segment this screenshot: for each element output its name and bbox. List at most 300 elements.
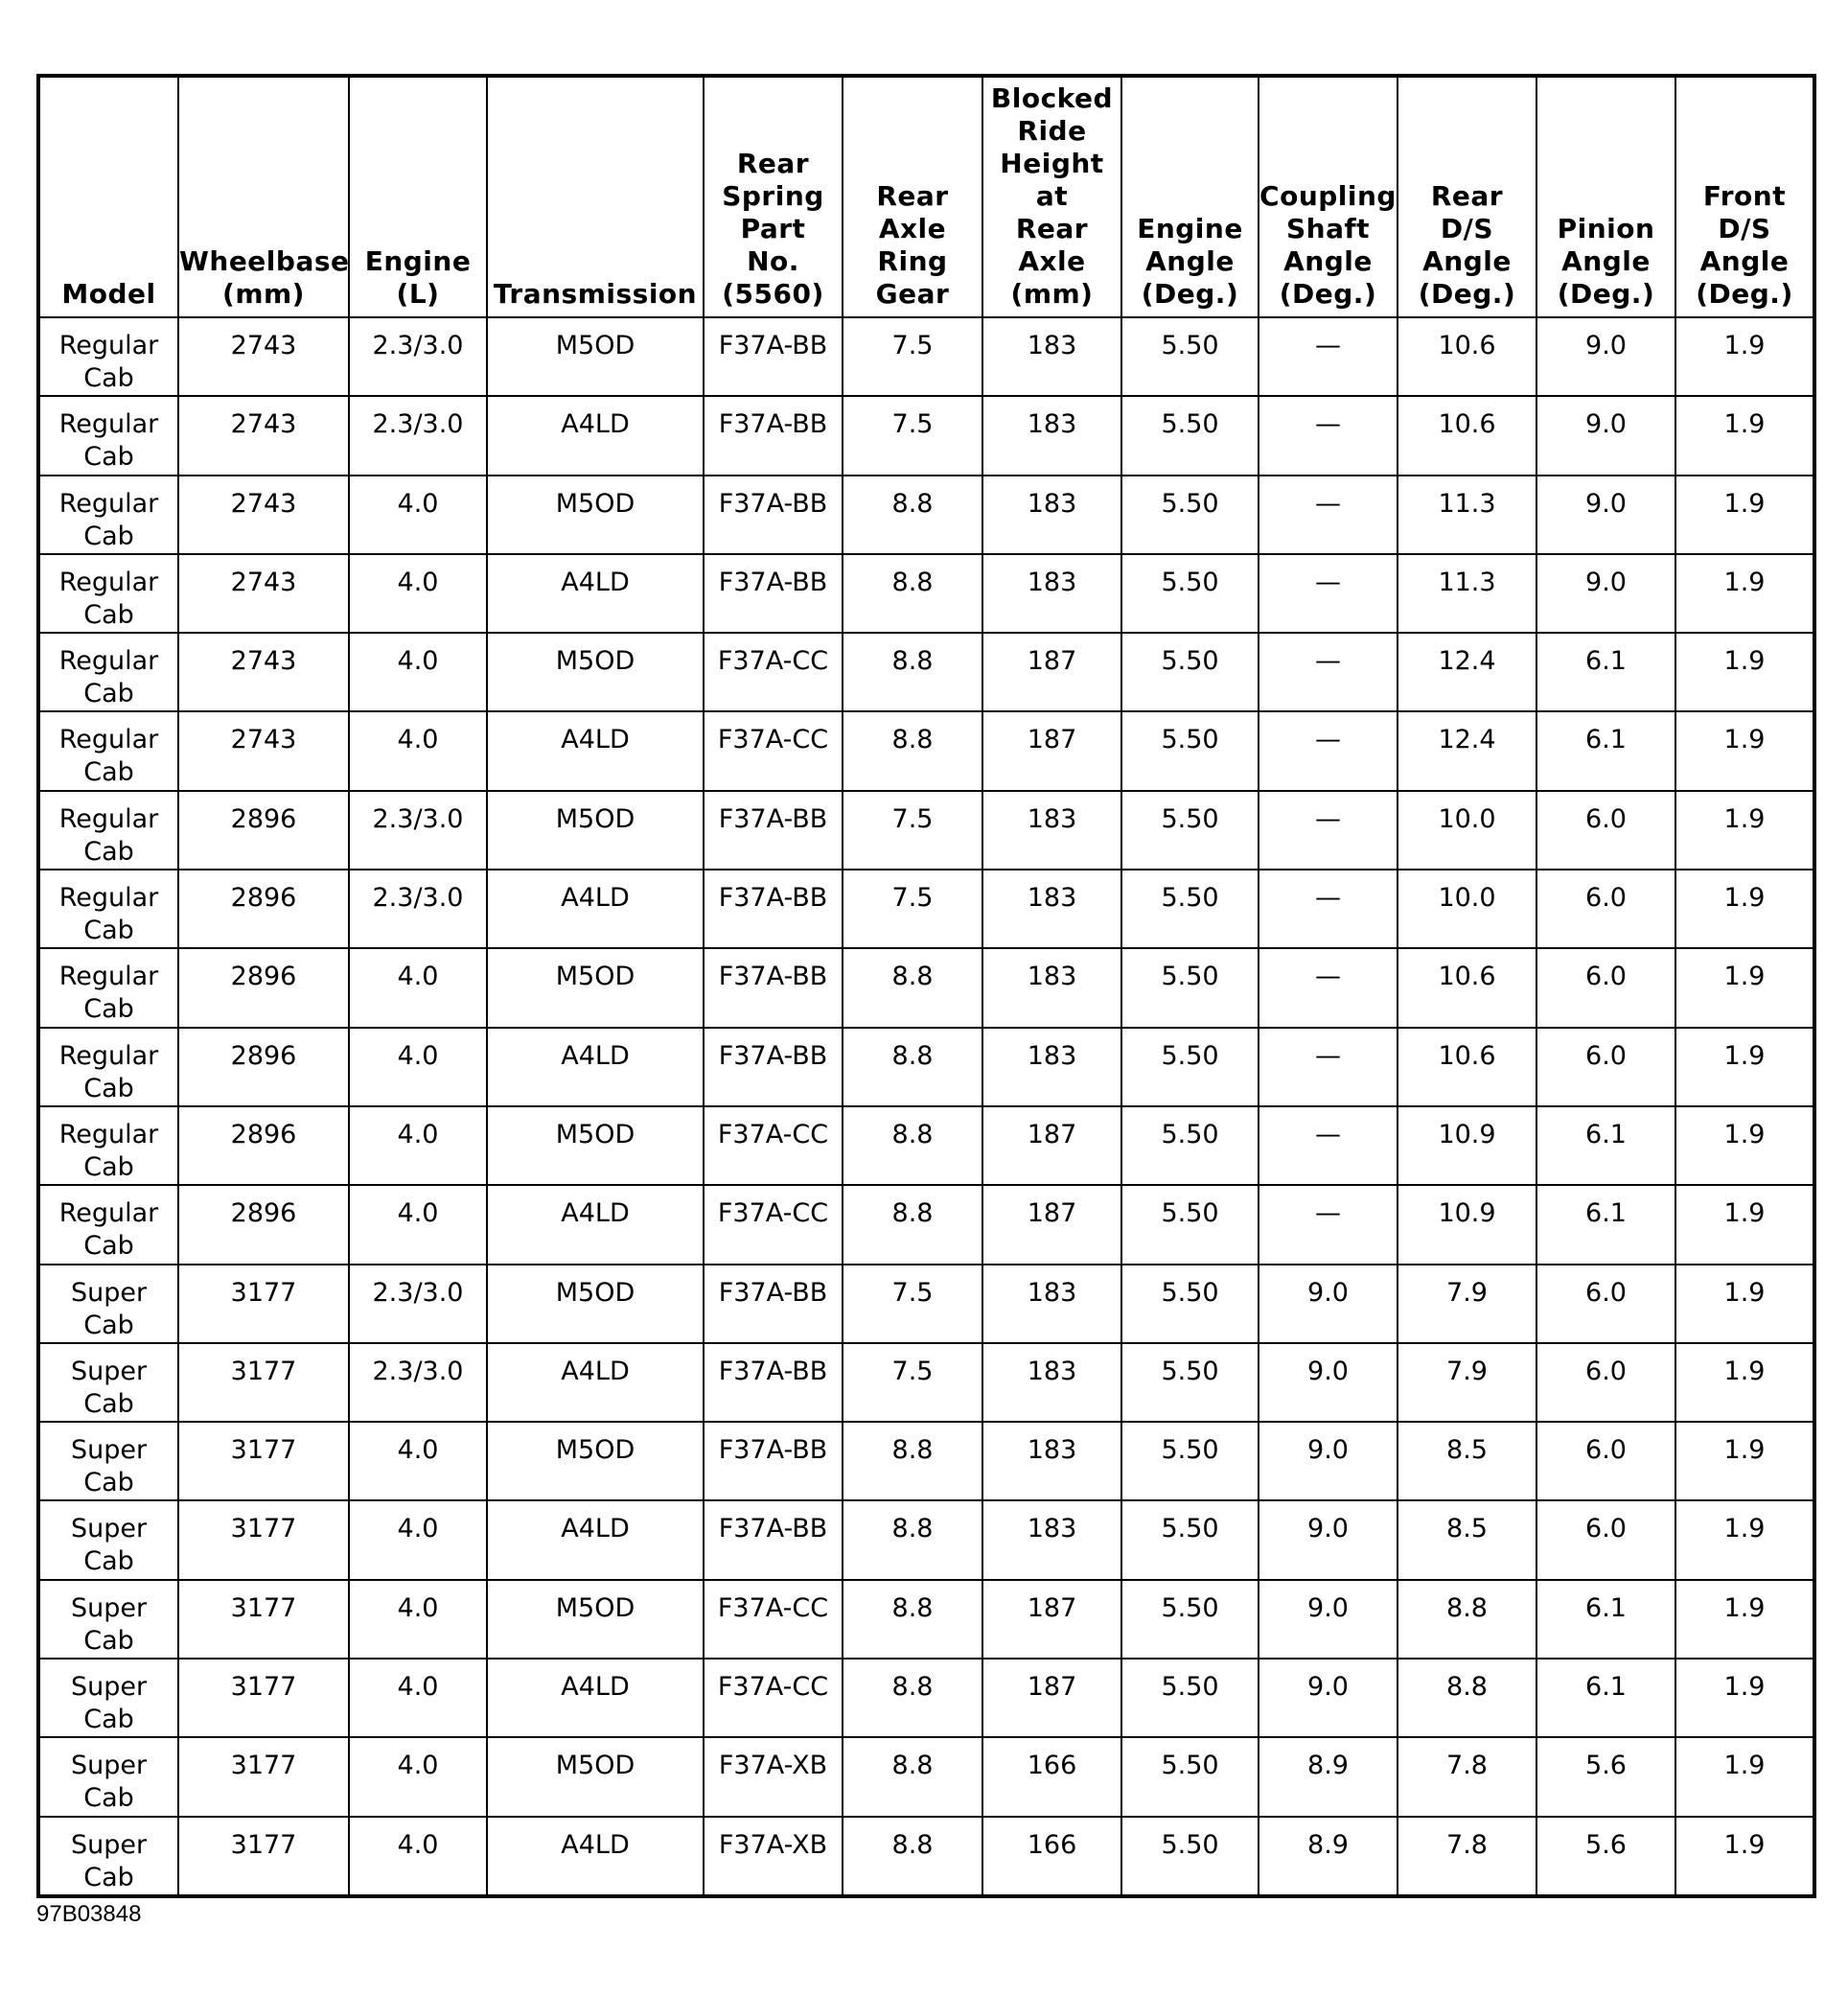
cell-model bbox=[38, 1265, 178, 1343]
cell-engine bbox=[349, 791, 487, 870]
cell-rear-ds-angle bbox=[1398, 1580, 1536, 1659]
cell-value: 5.50 bbox=[1161, 1592, 1219, 1623]
cell-rear-axle-ring-gear bbox=[843, 1106, 982, 1185]
cell-wheelbase bbox=[178, 633, 349, 711]
cell-wheelbase bbox=[178, 1580, 349, 1659]
cell-value: F37A-CC bbox=[717, 646, 829, 677]
cell-value: 166 bbox=[1027, 1751, 1077, 1781]
cell-value: 4.0 bbox=[397, 1040, 439, 1071]
cell-front-ds-angle bbox=[1675, 1500, 1814, 1579]
cell-value: — bbox=[1315, 803, 1341, 834]
cell-rear-axle-ring-gear bbox=[843, 791, 982, 870]
cell-blocked-ride-height bbox=[982, 1028, 1121, 1106]
cell-value: 1.9 bbox=[1723, 1592, 1766, 1623]
cell-value: 5.50 bbox=[1161, 331, 1219, 360]
table-row bbox=[38, 476, 1814, 554]
cell-rear-ds-angle bbox=[1398, 317, 1536, 396]
cell-front-ds-angle bbox=[1675, 396, 1814, 475]
cell-wheelbase bbox=[178, 476, 349, 554]
cell-rear-ds-angle bbox=[1398, 1500, 1536, 1579]
cell-pinion-angle bbox=[1536, 1580, 1675, 1659]
cell-rear-ds-angle bbox=[1398, 1737, 1536, 1816]
column-header-label: Rear Spring Part No. (5560) bbox=[722, 148, 824, 310]
cell-rear-ds-angle bbox=[1398, 633, 1536, 711]
cell-value: 12.4 bbox=[1438, 725, 1496, 755]
cell-value: 183 bbox=[1027, 962, 1077, 992]
cell-value: 183 bbox=[1027, 567, 1077, 597]
cell-transmission bbox=[487, 711, 704, 790]
cell-value: 6.1 bbox=[1585, 725, 1627, 755]
cell-value: Super Cab bbox=[70, 1277, 148, 1340]
cell-wheelbase bbox=[178, 1343, 349, 1422]
cell-engine-angle bbox=[1121, 791, 1259, 870]
cell-engine-angle bbox=[1121, 948, 1259, 1027]
cell-value: 2.3/3.0 bbox=[372, 1356, 464, 1386]
column-header-label: Rear Axle Ring Gear bbox=[875, 180, 950, 310]
cell-value: 2896 bbox=[230, 1198, 297, 1229]
cell-pinion-angle bbox=[1536, 476, 1675, 554]
cell-value: 6.1 bbox=[1585, 1592, 1627, 1623]
cell-value: Regular Cab bbox=[58, 488, 159, 551]
cell-value: 187 bbox=[1027, 1592, 1077, 1623]
cell-coupling-shaft-angle bbox=[1259, 1422, 1398, 1500]
cell-pinion-angle bbox=[1536, 711, 1675, 790]
cell-rear-spring-part-no bbox=[704, 1580, 843, 1659]
cell-value: 4.0 bbox=[397, 1198, 439, 1229]
cell-value: 5.50 bbox=[1161, 1829, 1219, 1860]
cell-value: 3177 bbox=[230, 1277, 297, 1308]
cell-rear-axle-ring-gear bbox=[843, 1028, 982, 1106]
column-header-label: Model bbox=[61, 278, 156, 310]
cell-rear-spring-part-no bbox=[704, 396, 843, 475]
cell-value: F37A-CC bbox=[717, 725, 829, 755]
cell-front-ds-angle bbox=[1675, 1028, 1814, 1106]
cell-value: — bbox=[1315, 1119, 1341, 1149]
cell-engine bbox=[349, 1343, 487, 1422]
cell-coupling-shaft-angle bbox=[1259, 1659, 1398, 1737]
cell-value: F37A-BB bbox=[718, 1040, 828, 1071]
column-header-label: Blocked Ride Height at Rear Axle (mm) bbox=[990, 82, 1114, 310]
cell-transmission bbox=[487, 1265, 704, 1343]
cell-value: 5.50 bbox=[1161, 646, 1219, 677]
cell-front-ds-angle bbox=[1675, 317, 1814, 396]
cell-value: F37A-CC bbox=[717, 1592, 829, 1623]
cell-value: 10.0 bbox=[1438, 883, 1496, 914]
table-row bbox=[38, 1185, 1814, 1264]
cell-rear-spring-part-no bbox=[704, 1106, 843, 1185]
cell-value: 11.3 bbox=[1438, 488, 1496, 519]
cell-value: M5OD bbox=[555, 803, 635, 834]
column-header-blocked-ride-height bbox=[982, 76, 1121, 317]
cell-front-ds-angle bbox=[1675, 948, 1814, 1027]
cell-value: 8.8 bbox=[891, 1514, 934, 1544]
cell-pinion-angle bbox=[1536, 633, 1675, 711]
driveshaft-angle-spec-table bbox=[36, 74, 1816, 1898]
cell-value: 3177 bbox=[230, 1435, 297, 1466]
cell-value: 8.5 bbox=[1446, 1435, 1488, 1466]
cell-rear-ds-angle bbox=[1398, 396, 1536, 475]
cell-value: 1.9 bbox=[1723, 1198, 1766, 1229]
table-row bbox=[38, 1422, 1814, 1500]
cell-rear-axle-ring-gear bbox=[843, 1265, 982, 1343]
cell-engine-angle bbox=[1121, 711, 1259, 790]
cell-value: 4.0 bbox=[397, 1672, 439, 1703]
cell-engine bbox=[349, 870, 487, 948]
column-header-transmission bbox=[487, 76, 704, 317]
cell-transmission bbox=[487, 948, 704, 1027]
cell-pinion-angle bbox=[1536, 1028, 1675, 1106]
cell-transmission bbox=[487, 1185, 704, 1264]
cell-wheelbase bbox=[178, 554, 349, 633]
cell-engine-angle bbox=[1121, 633, 1259, 711]
cell-blocked-ride-height bbox=[982, 870, 1121, 948]
cell-engine bbox=[349, 1659, 487, 1737]
cell-value: F37A-BB bbox=[718, 567, 828, 597]
cell-value: 8.8 bbox=[891, 488, 934, 519]
cell-value: 1.9 bbox=[1723, 1040, 1766, 1071]
cell-value: 187 bbox=[1027, 1198, 1077, 1229]
cell-value: 2896 bbox=[230, 1040, 297, 1071]
cell-value: 6.0 bbox=[1585, 1356, 1627, 1386]
cell-value: Regular Cab bbox=[58, 803, 159, 867]
table-row bbox=[38, 317, 1814, 396]
cell-front-ds-angle bbox=[1675, 1659, 1814, 1737]
cell-transmission bbox=[487, 1737, 704, 1816]
cell-value: — bbox=[1315, 567, 1341, 597]
cell-pinion-angle bbox=[1536, 1343, 1675, 1422]
cell-value: 8.8 bbox=[891, 567, 934, 597]
cell-value: Super Cab bbox=[70, 1514, 148, 1577]
cell-engine-angle bbox=[1121, 1028, 1259, 1106]
cell-rear-axle-ring-gear bbox=[843, 1185, 982, 1264]
table-row bbox=[38, 1265, 1814, 1343]
cell-value: 5.50 bbox=[1161, 962, 1219, 992]
cell-value: 1.9 bbox=[1723, 567, 1766, 597]
cell-rear-spring-part-no bbox=[704, 476, 843, 554]
table-row bbox=[38, 1737, 1814, 1816]
table-row bbox=[38, 633, 1814, 711]
cell-value: 10.0 bbox=[1438, 803, 1496, 834]
cell-coupling-shaft-angle bbox=[1259, 1106, 1398, 1185]
cell-rear-spring-part-no bbox=[704, 1185, 843, 1264]
cell-value: 2896 bbox=[230, 803, 297, 834]
cell-front-ds-angle bbox=[1675, 870, 1814, 948]
cell-value: A4LD bbox=[561, 409, 630, 440]
cell-coupling-shaft-angle bbox=[1259, 1737, 1398, 1816]
cell-rear-ds-angle bbox=[1398, 1265, 1536, 1343]
cell-transmission bbox=[487, 554, 704, 633]
cell-value: 9.0 bbox=[1307, 1514, 1349, 1544]
cell-value: 4.0 bbox=[397, 1435, 439, 1466]
cell-blocked-ride-height bbox=[982, 1343, 1121, 1422]
table-row bbox=[38, 711, 1814, 790]
cell-front-ds-angle bbox=[1675, 1580, 1814, 1659]
cell-transmission bbox=[487, 633, 704, 711]
cell-blocked-ride-height bbox=[982, 1106, 1121, 1185]
cell-front-ds-angle bbox=[1675, 633, 1814, 711]
cell-front-ds-angle bbox=[1675, 554, 1814, 633]
cell-value: 183 bbox=[1027, 1514, 1077, 1544]
column-header-label: Engine Angle (Deg.) bbox=[1137, 213, 1243, 310]
cell-engine-angle bbox=[1121, 476, 1259, 554]
cell-coupling-shaft-angle bbox=[1259, 1028, 1398, 1106]
cell-value: 8.8 bbox=[891, 1829, 934, 1860]
cell-transmission bbox=[487, 396, 704, 475]
cell-value: 3177 bbox=[230, 1672, 297, 1703]
cell-value: 183 bbox=[1027, 803, 1077, 834]
cell-coupling-shaft-angle bbox=[1259, 1817, 1398, 1896]
cell-rear-spring-part-no bbox=[704, 1659, 843, 1737]
cell-engine bbox=[349, 948, 487, 1027]
cell-coupling-shaft-angle bbox=[1259, 1185, 1398, 1264]
cell-front-ds-angle bbox=[1675, 791, 1814, 870]
cell-value: F37A-XB bbox=[718, 1751, 828, 1781]
cell-value: Regular Cab bbox=[58, 646, 159, 709]
cell-model bbox=[38, 396, 178, 475]
cell-model bbox=[38, 948, 178, 1027]
cell-rear-axle-ring-gear bbox=[843, 1817, 982, 1896]
cell-front-ds-angle bbox=[1675, 1185, 1814, 1264]
cell-value: F37A-CC bbox=[717, 1198, 829, 1229]
cell-value: M5OD bbox=[555, 1435, 635, 1466]
cell-value: F37A-BB bbox=[718, 962, 828, 992]
cell-value: 6.1 bbox=[1585, 1672, 1627, 1703]
cell-model bbox=[38, 476, 178, 554]
cell-value: 10.9 bbox=[1438, 1119, 1496, 1149]
cell-model bbox=[38, 1106, 178, 1185]
cell-value: 183 bbox=[1027, 1277, 1077, 1308]
cell-value: — bbox=[1315, 409, 1341, 440]
cell-value: 183 bbox=[1027, 488, 1077, 519]
cell-engine-angle bbox=[1121, 1737, 1259, 1816]
cell-rear-spring-part-no bbox=[704, 1500, 843, 1579]
cell-value: 5.50 bbox=[1161, 725, 1219, 755]
cell-value: 7.9 bbox=[1446, 1356, 1488, 1386]
cell-value: 1.9 bbox=[1723, 409, 1766, 440]
cell-engine-angle bbox=[1121, 1580, 1259, 1659]
cell-wheelbase bbox=[178, 1028, 349, 1106]
cell-rear-axle-ring-gear bbox=[843, 948, 982, 1027]
cell-blocked-ride-height bbox=[982, 554, 1121, 633]
cell-engine-angle bbox=[1121, 1343, 1259, 1422]
cell-transmission bbox=[487, 1422, 704, 1500]
column-header-front-ds-angle bbox=[1675, 76, 1814, 317]
cell-engine bbox=[349, 396, 487, 475]
cell-value: 12.4 bbox=[1438, 646, 1496, 677]
cell-value: 8.8 bbox=[891, 1592, 934, 1623]
cell-value: 2743 bbox=[230, 646, 297, 677]
cell-value: 8.9 bbox=[1307, 1829, 1349, 1860]
cell-value: F37A-BB bbox=[718, 1356, 828, 1386]
column-header-label: Pinion Angle (Deg.) bbox=[1557, 213, 1655, 310]
cell-rear-ds-angle bbox=[1398, 1422, 1536, 1500]
table-row bbox=[38, 948, 1814, 1027]
cell-blocked-ride-height bbox=[982, 711, 1121, 790]
cell-value: 2743 bbox=[230, 725, 297, 755]
cell-value: 7.5 bbox=[891, 1277, 934, 1308]
cell-value: Regular Cab bbox=[58, 1198, 159, 1262]
cell-pinion-angle bbox=[1536, 1422, 1675, 1500]
cell-value: 2.3/3.0 bbox=[372, 409, 464, 440]
cell-value: 8.8 bbox=[891, 1198, 934, 1229]
cell-model bbox=[38, 317, 178, 396]
cell-engine bbox=[349, 1185, 487, 1264]
cell-value: Super Cab bbox=[70, 1356, 148, 1419]
cell-blocked-ride-height bbox=[982, 1817, 1121, 1896]
cell-coupling-shaft-angle bbox=[1259, 870, 1398, 948]
cell-wheelbase bbox=[178, 1737, 349, 1816]
cell-value: M5OD bbox=[555, 646, 635, 677]
cell-value: 183 bbox=[1027, 1356, 1077, 1386]
cell-value: 5.50 bbox=[1161, 1672, 1219, 1703]
cell-wheelbase bbox=[178, 1106, 349, 1185]
cell-rear-spring-part-no bbox=[704, 1265, 843, 1343]
cell-value: F37A-BB bbox=[718, 883, 828, 914]
cell-transmission bbox=[487, 317, 704, 396]
cell-value: Regular Cab bbox=[58, 567, 159, 630]
cell-front-ds-angle bbox=[1675, 476, 1814, 554]
cell-value: 9.0 bbox=[1307, 1672, 1349, 1703]
cell-value: 9.0 bbox=[1585, 488, 1627, 519]
cell-value: 5.50 bbox=[1161, 1040, 1219, 1071]
cell-value: 9.0 bbox=[1585, 409, 1627, 440]
table-row bbox=[38, 1659, 1814, 1737]
cell-value: M5OD bbox=[555, 488, 635, 519]
cell-rear-axle-ring-gear bbox=[843, 1737, 982, 1816]
cell-value: 1.9 bbox=[1723, 1514, 1766, 1544]
cell-rear-spring-part-no bbox=[704, 1817, 843, 1896]
cell-model bbox=[38, 633, 178, 711]
cell-front-ds-angle bbox=[1675, 711, 1814, 790]
cell-transmission bbox=[487, 870, 704, 948]
cell-front-ds-angle bbox=[1675, 1343, 1814, 1422]
cell-pinion-angle bbox=[1536, 317, 1675, 396]
cell-wheelbase bbox=[178, 1265, 349, 1343]
cell-value: F37A-BB bbox=[718, 1435, 828, 1466]
cell-engine-angle bbox=[1121, 1106, 1259, 1185]
cell-rear-axle-ring-gear bbox=[843, 317, 982, 396]
cell-value: 1.9 bbox=[1723, 646, 1766, 677]
cell-value: 7.9 bbox=[1446, 1277, 1488, 1308]
cell-wheelbase bbox=[178, 1500, 349, 1579]
column-header-rear-ds-angle bbox=[1398, 76, 1536, 317]
cell-value: 8.8 bbox=[891, 1040, 934, 1071]
cell-value: 8.8 bbox=[891, 1435, 934, 1466]
cell-value: 183 bbox=[1027, 1040, 1077, 1071]
cell-value: 2.3/3.0 bbox=[372, 1277, 464, 1308]
cell-value: 3177 bbox=[230, 1514, 297, 1544]
cell-value: — bbox=[1315, 1040, 1341, 1071]
cell-value: Regular Cab bbox=[58, 725, 159, 788]
cell-rear-spring-part-no bbox=[704, 1737, 843, 1816]
cell-rear-spring-part-no bbox=[704, 1028, 843, 1106]
table-row bbox=[38, 870, 1814, 948]
cell-value: 1.9 bbox=[1723, 1751, 1766, 1781]
cell-blocked-ride-height bbox=[982, 1185, 1121, 1264]
cell-value: 2896 bbox=[230, 1119, 297, 1149]
cell-value: 183 bbox=[1027, 331, 1077, 360]
cell-rear-spring-part-no bbox=[704, 948, 843, 1027]
cell-value: 166 bbox=[1027, 1829, 1077, 1860]
cell-value: 1.9 bbox=[1723, 1672, 1766, 1703]
cell-value: 5.50 bbox=[1161, 883, 1219, 914]
cell-wheelbase bbox=[178, 948, 349, 1027]
cell-value: 8.8 bbox=[891, 725, 934, 755]
cell-rear-axle-ring-gear bbox=[843, 1343, 982, 1422]
cell-value: A4LD bbox=[561, 725, 630, 755]
cell-value: 6.1 bbox=[1585, 1198, 1627, 1229]
cell-engine-angle bbox=[1121, 317, 1259, 396]
cell-value: 6.0 bbox=[1585, 1040, 1627, 1071]
table-header bbox=[38, 76, 1814, 317]
cell-rear-spring-part-no bbox=[704, 1422, 843, 1500]
cell-rear-ds-angle bbox=[1398, 791, 1536, 870]
cell-transmission bbox=[487, 791, 704, 870]
cell-value: F37A-BB bbox=[718, 409, 828, 440]
cell-rear-axle-ring-gear bbox=[843, 870, 982, 948]
cell-transmission bbox=[487, 1659, 704, 1737]
cell-pinion-angle bbox=[1536, 1106, 1675, 1185]
cell-value: 5.50 bbox=[1161, 803, 1219, 834]
column-header-label: Front D/S Angle (Deg.) bbox=[1696, 180, 1793, 310]
figure-code: 97B03848 bbox=[36, 1901, 142, 1927]
cell-value: 6.0 bbox=[1585, 1435, 1627, 1466]
cell-value: A4LD bbox=[561, 1672, 630, 1703]
cell-value: 5.6 bbox=[1585, 1829, 1627, 1860]
cell-engine bbox=[349, 1028, 487, 1106]
cell-value: 5.50 bbox=[1161, 1198, 1219, 1229]
cell-value: A4LD bbox=[561, 1198, 630, 1229]
cell-rear-axle-ring-gear bbox=[843, 554, 982, 633]
cell-transmission bbox=[487, 1028, 704, 1106]
cell-value: Super Cab bbox=[70, 1435, 148, 1498]
cell-coupling-shaft-angle bbox=[1259, 396, 1398, 475]
cell-rear-axle-ring-gear bbox=[843, 1659, 982, 1737]
cell-value: 4.0 bbox=[397, 488, 439, 519]
cell-value: 8.8 bbox=[891, 1119, 934, 1149]
cell-pinion-angle bbox=[1536, 870, 1675, 948]
cell-value: 6.0 bbox=[1585, 1514, 1627, 1544]
cell-model bbox=[38, 870, 178, 948]
cell-model bbox=[38, 1500, 178, 1579]
cell-value: F37A-BB bbox=[718, 1514, 828, 1544]
cell-wheelbase bbox=[178, 1659, 349, 1737]
cell-value: 187 bbox=[1027, 1119, 1077, 1149]
cell-value: 6.1 bbox=[1585, 646, 1627, 677]
cell-value: 5.50 bbox=[1161, 1119, 1219, 1149]
cell-value: M5OD bbox=[555, 331, 635, 360]
cell-value: 7.5 bbox=[891, 883, 934, 914]
cell-rear-ds-angle bbox=[1398, 948, 1536, 1027]
cell-value: 1.9 bbox=[1723, 1435, 1766, 1466]
cell-front-ds-angle bbox=[1675, 1265, 1814, 1343]
cell-value: 183 bbox=[1027, 883, 1077, 914]
column-header-pinion-angle bbox=[1536, 76, 1675, 317]
cell-value: A4LD bbox=[561, 1040, 630, 1071]
cell-value: 6.0 bbox=[1585, 803, 1627, 834]
cell-value: F37A-BB bbox=[718, 488, 828, 519]
cell-value: 8.8 bbox=[891, 962, 934, 992]
cell-value: — bbox=[1315, 1198, 1341, 1229]
cell-value: 10.6 bbox=[1438, 1040, 1496, 1071]
cell-value: 9.0 bbox=[1307, 1356, 1349, 1386]
cell-rear-spring-part-no bbox=[704, 711, 843, 790]
cell-value: Super Cab bbox=[70, 1592, 148, 1656]
cell-value: A4LD bbox=[561, 1514, 630, 1544]
cell-value: — bbox=[1315, 883, 1341, 914]
table-body bbox=[38, 317, 1814, 1896]
cell-rear-spring-part-no bbox=[704, 1343, 843, 1422]
